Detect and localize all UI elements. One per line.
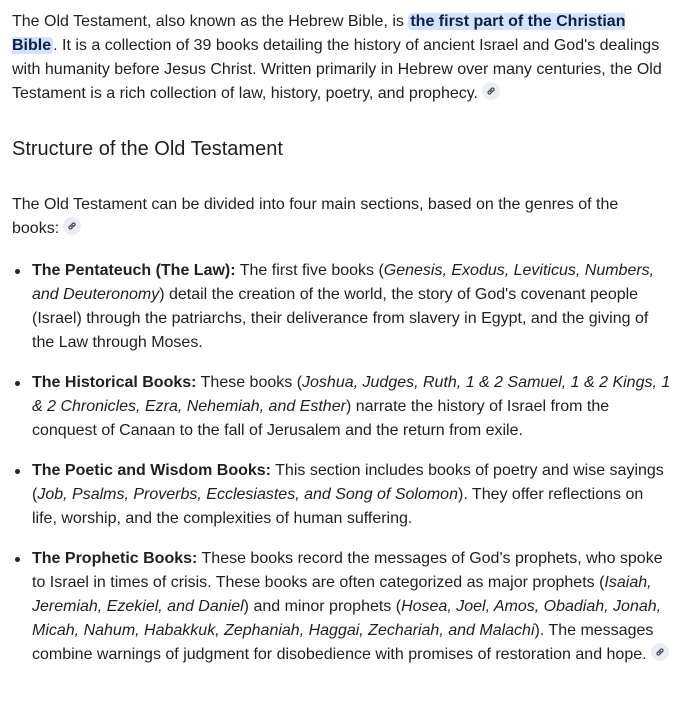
book-list: Hosea, Joel, Amos, Obadiah, Jonah, Micah, Nahum, Habakkuk, Zephaniah, Haggai, Zechariah, and Malachi — [32, 598, 662, 639]
intro-text-before: The Old Testament, also known as the Hebrew Bible, is — [12, 13, 409, 30]
link-icon — [655, 647, 665, 657]
section-term: The Prophetic Books: — [32, 550, 198, 567]
list-item — [12, 259, 672, 355]
list-item — [12, 547, 672, 667]
list-item — [12, 459, 672, 531]
highlighted-phrase[interactable]: the first part of the Christian Bible — [12, 13, 626, 54]
section-term: The Historical Books: — [32, 374, 197, 391]
book-list: Genesis, Exodus, Leviticus, Numbers, and Deuteronomy — [32, 262, 655, 303]
section-term: The Poetic and Wisdom Books: — [32, 462, 271, 479]
book-list: Joshua, Judges, Ruth, 1 & 2 Samuel, 1 & 2 Kings, 1 & 2 Chronicles, Ezra, Nehemiah, and Esther — [32, 374, 671, 415]
section-text: ). The messages combine warnings of judgment for disobedience with promises of restoration and hope. — [32, 622, 654, 663]
section-text: The first five books ( — [235, 262, 384, 279]
section-term: The Pentateuch (The Law): — [32, 262, 236, 279]
section-text: ) narrate the history of Israel from the conquest of Canaan to the fall of Jerusalem and the return from exile. — [32, 398, 610, 439]
section-heading: Structure of the Old Testament — [12, 138, 283, 160]
section-text: ). They offer reflections on life, worship, and the complexities of human suffering. — [32, 486, 644, 527]
lead-text: The Old Testament can be divided into four main sections, based on the genres of the books: — [12, 196, 619, 237]
list-item — [12, 371, 672, 443]
source-link-chip[interactable] — [651, 643, 669, 661]
section-text: ) detail the creation of the world, the story of God's covenant people (Israel) through the patriarchs, their deliverance from slavery in Egypt, and the giving of the Law through Moses. — [32, 286, 649, 351]
book-list: Job, Psalms, Proverbs, Ecclesiastes, and Song of Solomon — [37, 486, 458, 503]
source-link-chip[interactable] — [63, 217, 81, 235]
link-icon — [486, 86, 496, 96]
intro-paragraph — [12, 10, 662, 106]
section-text: These books record the messages of God's prophets, who spoke to Israel in times of crisis. These books are often categorized as major prophets ( — [32, 550, 663, 591]
section-text: ) and minor prophets ( — [243, 598, 402, 615]
intro-text-after: . It is a collection of 39 books detailing the history of ancient Israel and God's dealings with humanity before Jesus Christ. Written primarily in Hebrew over many centuries, the Old Testament is a rich collection of law, history, poetry, and prophecy. — [12, 37, 662, 102]
book-list: Isaiah, Jeremiah, Ezekiel, and Daniel — [32, 574, 652, 615]
source-link-chip[interactable] — [482, 82, 500, 100]
link-icon — [67, 221, 77, 231]
section-text: This section includes books of poetry and wise sayings ( — [32, 462, 664, 503]
sections-list — [12, 259, 676, 667]
section-text: These books ( — [196, 374, 303, 391]
lead-paragraph — [12, 193, 652, 241]
